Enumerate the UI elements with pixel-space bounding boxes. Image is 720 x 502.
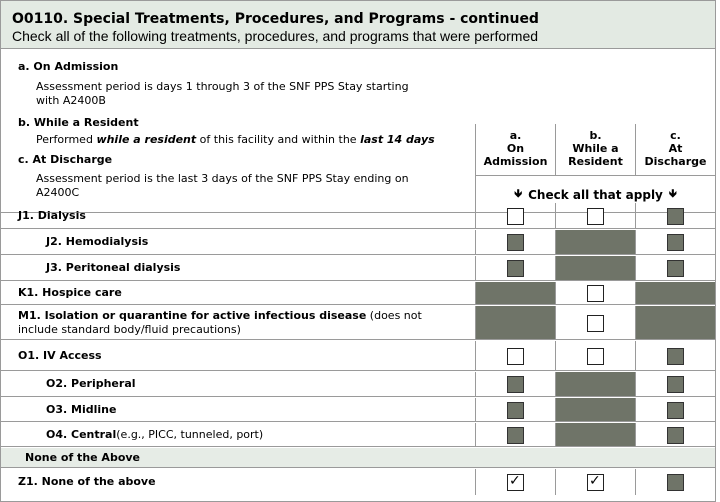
checkbox-j1-a[interactable] [507,208,524,225]
checkbox-m1-b[interactable] [587,315,604,332]
legend-a-desc-1: Assessment period is days 1 through 3 of the SNF PPS Stay starting [36,80,409,93]
column-b-line3: Resident [568,155,623,168]
row-m1-label-line2: include standard body/fluid precautions) [18,322,241,336]
column-a-line2: On [506,142,525,155]
column-c-line3: Discharge [644,155,707,168]
arrow-down-icon: 🡻 [668,187,677,200]
legend-b-desc-em2: last 14 days [360,133,435,146]
checkbox-k1-b[interactable] [587,285,604,302]
column-header-b [555,124,635,175]
checkbox-j2-c [667,234,684,251]
row-o2-peripheral [1,372,715,397]
cell-o2-b-disabled [555,372,635,396]
cell-m1-a-disabled [475,306,555,339]
column-a-letter: a. [509,129,522,142]
section-title: O0110. Special Treatments, Procedures, and Programs - continued [12,11,539,27]
checkbox-o2-a [507,376,524,393]
checkbox-z1-c [667,474,684,491]
column-header-c [635,124,715,175]
row-z1-label: Z1. None of the above [18,475,156,488]
checkbox-z1-a[interactable] [507,474,524,491]
none-of-the-above-heading: None of the Above [25,450,141,464]
checkbox-o4-c [667,427,684,444]
checkbox-o1-a[interactable] [507,348,524,365]
checkbox-o1-c [667,348,684,365]
row-k1-hospice [1,282,715,305]
cell-o3-b-disabled [555,398,635,421]
column-c-letter: c. [670,129,681,142]
column-b-letter: b. [589,129,602,142]
legend-b-desc-em1: while a resident [96,133,197,146]
section-instructions: Check all of the following treatments, procedures, and programs that were performed [12,28,539,44]
legend-c-desc-2: A2400C [36,186,80,199]
checkbox-o3-c [667,402,684,419]
cell-m1-c-disabled [635,306,715,339]
column-b-line2: While a [572,142,619,155]
row-none-header [1,448,715,468]
check-all-text: Check all that apply [528,187,663,202]
checkbox-o1-b[interactable] [587,348,604,365]
row-j2-hemodialysis [1,230,715,255]
row-m1-label-note: (does not [366,308,422,322]
legend-b-desc-pre: Performed [36,133,97,146]
row-z1-none [1,469,715,495]
legend-b-label: b. While a Resident [18,116,139,129]
row-o3-label: O3. Midline [46,402,117,416]
row-j1-dialysis [1,203,715,229]
row-j1-label: J1. Dialysis [18,208,86,222]
legend-c-label: c. At Discharge [18,153,113,166]
cell-k1-c-disabled [635,282,715,304]
checkmark-icon: ✓ [589,473,601,489]
row-j3-peritoneal [1,256,715,281]
row-m1-label-bold: M1. Isolation or quarantine for active infectious disease [18,308,367,322]
checkbox-o4-a [507,427,524,444]
column-legend [1,50,715,213]
legend-b-desc-mid: of this facility and within the [196,133,361,146]
column-header-a [475,124,555,175]
cell-j3-b-disabled [555,256,635,280]
row-j2-label: J2. Hemodialysis [46,235,149,248]
cell-j2-b-disabled [555,230,635,254]
checkbox-j3-a [507,260,524,277]
row-o3-midline [1,398,715,422]
row-k1-label: K1. Hospice care [18,286,122,299]
row-o4-label [1,423,475,446]
checkbox-o2-c [667,376,684,393]
legend-a-desc-2: with A2400B [36,94,106,107]
legend-b-desc [36,133,435,147]
legend-c-desc-1: Assessment period is the last 3 days of the SNF PPS Stay ending on [36,172,409,185]
row-j3-label: J3. Peritoneal dialysis [46,261,181,274]
legend-a-label: a. On Admission [18,60,119,73]
row-m1-isolation [1,306,715,340]
row-o1-label: O1. IV Access [18,348,102,362]
row-o2-label: O2. Peripheral [46,377,136,390]
checkbox-j1-b[interactable] [587,208,604,225]
checkbox-j2-a [507,234,524,251]
row-o4-central [1,423,715,447]
section-header [1,1,715,49]
column-c-line2: At [668,142,683,155]
cell-o4-b-disabled [555,423,635,446]
checkbox-o3-a [507,402,524,419]
row-o4-label-note: (e.g., PICC, tunneled, port) [116,427,264,441]
checkbox-j3-c [667,260,684,277]
row-o4-label-bold: O4. Central [46,427,117,441]
checkmark-icon: ✓ [509,473,521,489]
row-m1-label [1,306,475,339]
arrow-down-icon: 🡻 [514,187,523,200]
column-a-line3: Admission [483,155,548,168]
cell-k1-a-disabled [475,282,555,304]
row-o1-iv-access [1,341,715,371]
checkbox-j1-c [667,208,684,225]
checkbox-z1-b[interactable] [587,474,604,491]
